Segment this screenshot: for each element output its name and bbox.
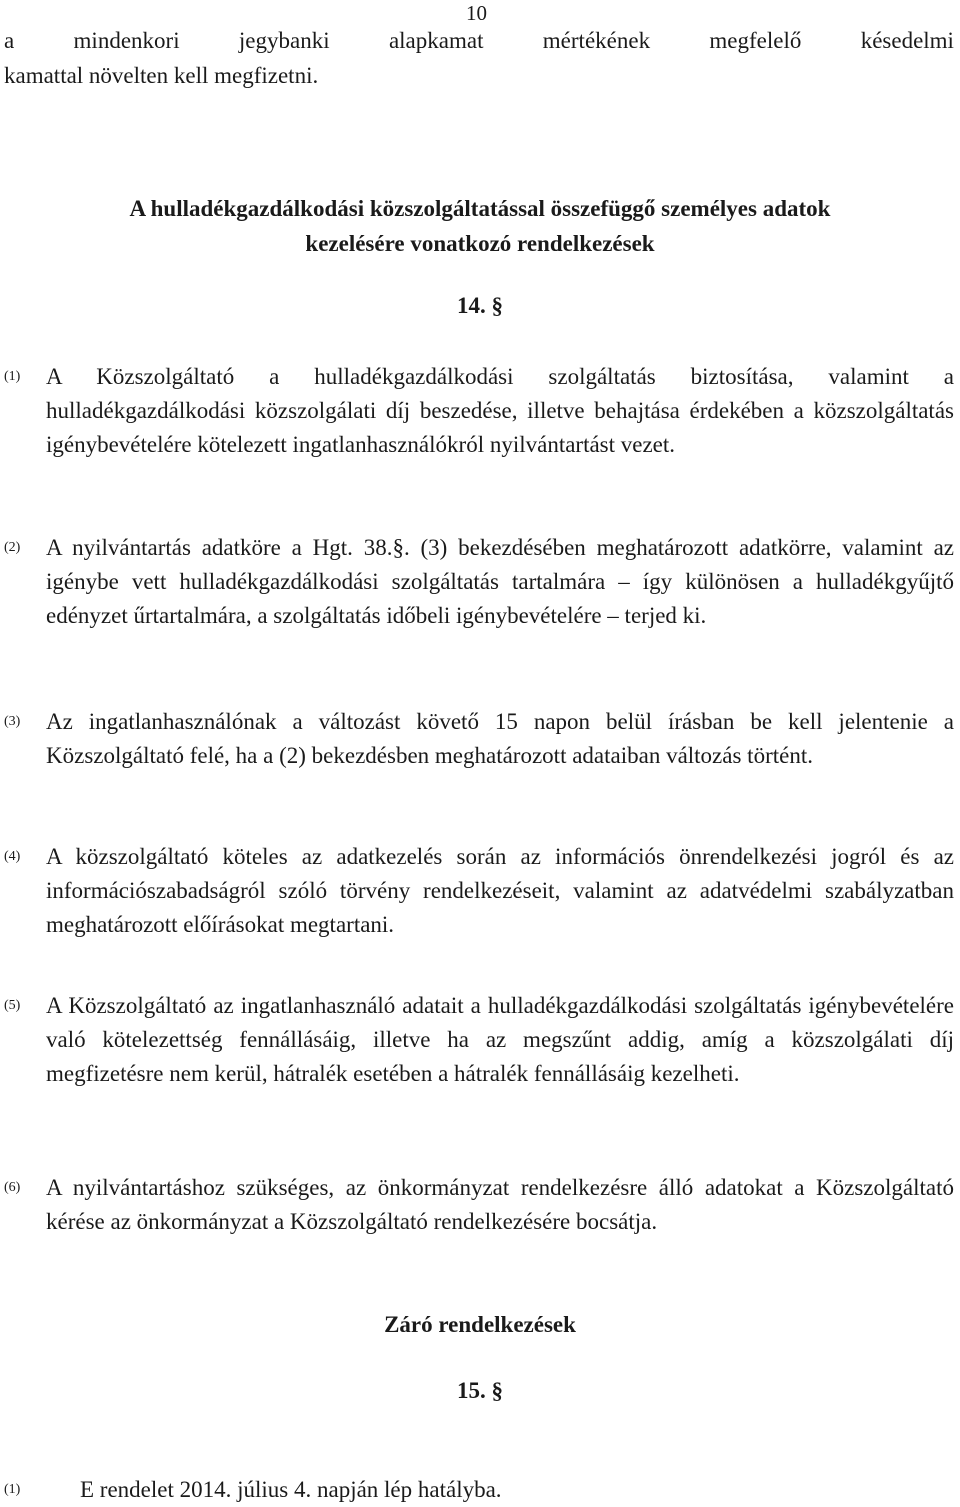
paragraph-number: (2) bbox=[4, 540, 21, 555]
paragraph-number: (1) bbox=[4, 369, 21, 384]
paragraph-text: Az ingatlanhasználónak a változást követő 15 napon belül írásban be kell jelentenie a Közszolgáltató felé, ha a (2) bekezdésben meghatározott adataiban változás történt. bbox=[46, 709, 954, 768]
paragraph-text: A nyilvántartáshoz szükséges, az önkormányzat rendelkezésre álló adatokat a Közszolgáltató kérése az önkormányzat a Közszolgáltató rendelkezésére bocsátja. bbox=[46, 1175, 954, 1234]
intro-line-1: a mindenkori jegybanki alapkamat mértékének megfelelő késedelmi bbox=[4, 28, 954, 53]
closing-section-number: 15. § bbox=[457, 1378, 503, 1403]
paragraph-text: A Közszolgáltató az ingatlanhasználó adatait a hulladékgazdálkodási szolgáltatás igénybevételére való kötelezettség fennállásáig, illetve ha az megszűnt addig, amíg a közszolgálati díj megfizetésre nem kerül, hátralék esetében a hátralék fennállásáig kezelheti. bbox=[46, 993, 954, 1086]
page-number: 10 bbox=[466, 1, 487, 25]
paragraph-number: (3) bbox=[4, 714, 21, 729]
section-heading-line-1: A hulladékgazdálkodási közszolgáltatással összefüggő személyes adatok bbox=[129, 196, 831, 221]
closing-heading: Záró rendelkezések bbox=[384, 1312, 576, 1337]
paragraph-number: (4) bbox=[4, 849, 21, 864]
section-number: 14. § bbox=[457, 293, 503, 318]
paragraph-text: A közszolgáltató köteles az adatkezelés során az információs önrendelkezési jogról és az információszabadságról szóló törvény rendelkezéseit, valamint az adatvédelmi szabályzatban meghatározott előírásokat megtartani. bbox=[46, 844, 954, 937]
paragraph-text: A Közszolgáltató a hulladékgazdálkodási szolgáltatás biztosítása, valamint a hulladékgazdálkodási közszolgálati díj beszedése, illetve behajtása érdekében a közszolgáltatás igénybevételére kötelezett ingatlanhasználókról nyilvántartást vezet. bbox=[46, 364, 954, 457]
paragraph-text: E rendelet 2014. július 4. napján lép hatályba. bbox=[80, 1477, 502, 1502]
intro-line-2: kamattal növelten kell megfizetni. bbox=[4, 63, 319, 88]
paragraph-number: (5) bbox=[4, 998, 21, 1013]
paragraph-text: A nyilvántartás adatköre a Hgt. 38.§. (3) bekezdésében meghatározott adatkörre, valamint az igénybe vett hulladékgazdálkodási szolgáltatás tartalmára – így különösen a hulladékgyűjtő edényzet űrtartalmára, a szolgáltatás időbeli igénybevételére – terjed ki. bbox=[46, 535, 954, 628]
section-heading-line-2: kezelésére vonatkozó rendelkezések bbox=[305, 231, 655, 256]
paragraph-number: (6) bbox=[4, 1180, 21, 1195]
paragraph-number: (1) bbox=[4, 1482, 21, 1497]
